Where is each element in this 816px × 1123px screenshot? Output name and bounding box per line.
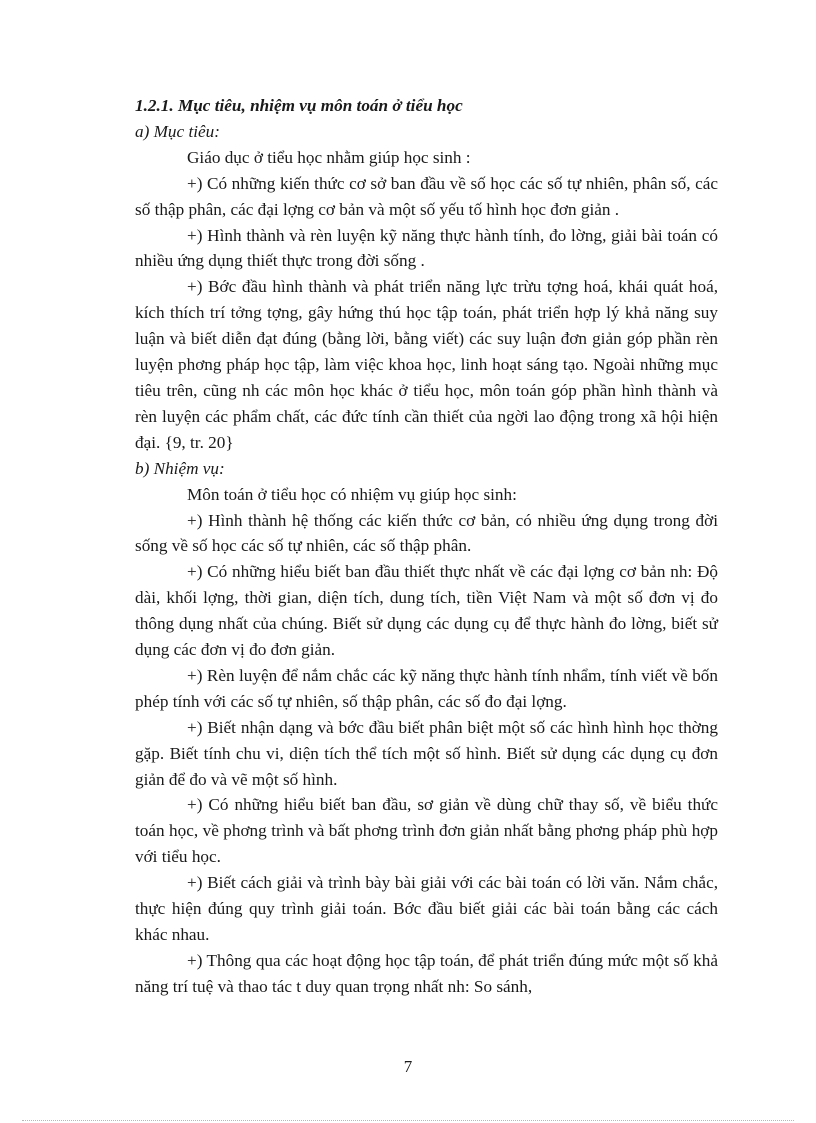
section-heading: 1.2.1. Mục tiêu, nhiệm vụ môn toán ở tiểu học [135,96,463,115]
tasks-item-6: +) Biết cách giải và trình bày bài giải với các bài toán có lời văn. Nắm chắc, thực hiện đúng quy trình giải toán. Bớc đầu biết giải các bài toán bằng các cách khác nhau. [135,873,718,944]
objectives-item-1: +) Có những kiến thức cơ sở ban đầu về số học các số tự nhiên, phân số, các số thập phân, các đại lợng cơ bản và một số yếu tố hình học đơn giản . [135,173,718,219]
objectives-item-2: +) Hình thành và rèn luyện kỹ năng thực hành tính, đo lờng, giải bài toán có nhiều ứng dụng thiết thực trong đời sống . [135,225,718,271]
tasks-item-3: +) Rèn luyện để nắm chắc các kỹ năng thực hành tính nhẩm, tính viết về bốn phép tính với các số tự nhiên, số thập phân, các số đo đại lợng. [135,665,718,711]
page-bottom-divider [22,1120,794,1121]
page-body [135,93,718,1000]
objectives-item-3: +) Bớc đầu hình thành và phát triển năng lực trừu tợng hoá, khái quát hoá, kích thích trí tởng tợng, gây hứng thú học tập toán, phát triển hợp lý khả năng suy luận và biết diễn đạt đúng (bằng lời, bằng viết) các suy luận đơn giản góp phần rèn luyện phơng pháp học tập, làm việc khoa học, linh hoạt sáng tạo. Ngoài những mục tiêu trên, cũng nh các môn học khác ở tiểu học, môn toán góp phần hình thành và rèn luyện các phẩm chất, các đức tính cần thiết của ngời lao động trong xã hội hiện đại. {9, tr. 20} [135,277,718,452]
objectives-label: a) Mục tiêu: [135,121,220,141]
tasks-item-2: +) Có những hiểu biết ban đầu thiết thực nhất về các đại lợng cơ bản nh: Độ dài, khối lợng, thời gian, diện tích, dung tích, tiền Việt Nam và một số đơn vị đo thông dụng nhất của chúng. Biết sử dụng các dụng cụ để thực hành đo lờng, biết sử dụng các đơn vị đo đơn giản. [135,562,718,660]
page-number: 7 [403,1057,413,1076]
tasks-item-5: +) Có những hiểu biết ban đầu, sơ giản về dùng chữ thay số, về biểu thức toán học, về phơng trình và bất phơng trình đơn giản nhất bằng phơng pháp phù hợp với tiểu học. [135,795,718,867]
tasks-item-1: +) Hình thành hệ thống các kiến thức cơ bản, có nhiều ứng dụng trong đời sống về số học các số tự nhiên, các số thập phân. [135,510,718,556]
tasks-item-7: +) Thông qua các hoạt động học tập toán, để phát triển đúng mức một số khả năng trí tuệ và thao tác t duy quan trọng nhất nh: So sánh, [135,950,718,996]
tasks-label: b) Nhiệm vụ: [135,458,225,478]
tasks-intro: Môn toán ở tiểu học có nhiệm vụ giúp học sinh: [187,484,517,504]
objectives-intro: Giáo dục ở tiểu học nhằm giúp học sinh : [187,147,471,167]
tasks-item-4: +) Biết nhận dạng và bớc đầu biết phân biệt một số các hình hình học thờng gặp. Biết tính chu vi, diện tích thể tích một số hình. Biết sử dụng các dụng cụ đơn giản để đo và vẽ một số hình. [135,717,718,789]
